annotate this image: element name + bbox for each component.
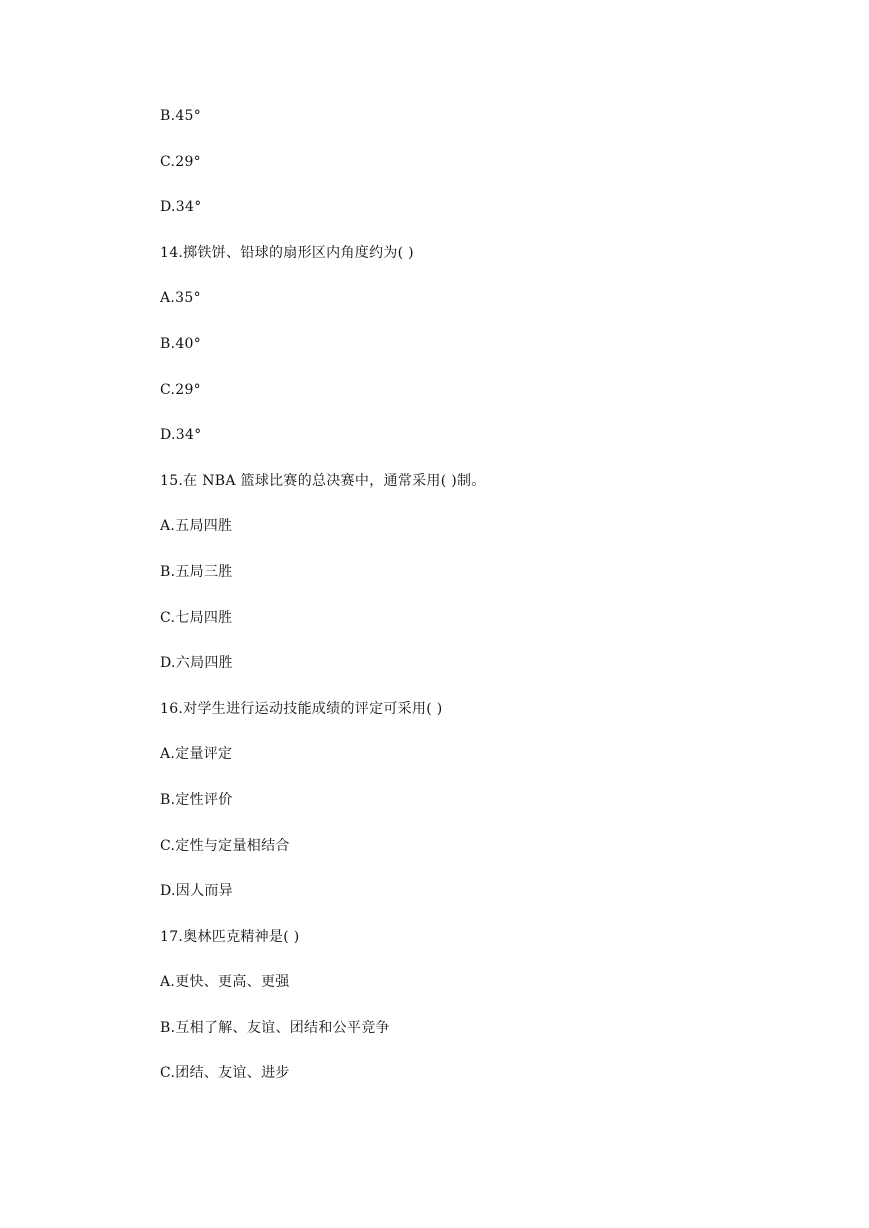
- option-15-b: B.五局三胜: [160, 563, 233, 580]
- option-14-d: D.34°: [160, 427, 202, 444]
- option-13-b: B.45°: [160, 108, 202, 124]
- option-17-a: A.更快、更高、更强: [160, 974, 290, 991]
- option-15-c: C.七局四胜: [160, 609, 233, 626]
- option-13-c: C.29°: [160, 153, 201, 170]
- option-14-a: A.35°: [160, 290, 201, 307]
- option-14-c: C.29°: [160, 381, 201, 398]
- option-16-a: A.定量评定: [160, 746, 233, 763]
- question-16: 16.对学生进行运动技能成绩的评定可采用( ): [160, 700, 443, 717]
- option-15-a: A.五局四胜: [160, 518, 233, 535]
- option-16-b: B.定性评价: [160, 791, 233, 808]
- question-15: 15.在 NBA 篮球比赛的总决赛中，通常采用( )制。: [160, 472, 486, 489]
- option-16-d: D.因人而异: [160, 883, 233, 900]
- question-list: [160, 106, 820, 1109]
- option-14-b: B.40°: [160, 335, 202, 352]
- question-17: 17.奥林匹克精神是( ): [160, 928, 300, 945]
- option-15-d: D.六局四胜: [160, 655, 233, 672]
- option-17-b: B.互相了解、友谊、团结和公平竞争: [160, 1019, 390, 1036]
- question-14: 14.掷铁饼、铅球的扇形区内角度约为( ): [160, 244, 414, 261]
- option-13-d: D.34°: [160, 199, 202, 216]
- option-16-c: C.定性与定量相结合: [160, 837, 290, 854]
- option-17-c: C.团结、友谊、进步: [160, 1065, 290, 1082]
